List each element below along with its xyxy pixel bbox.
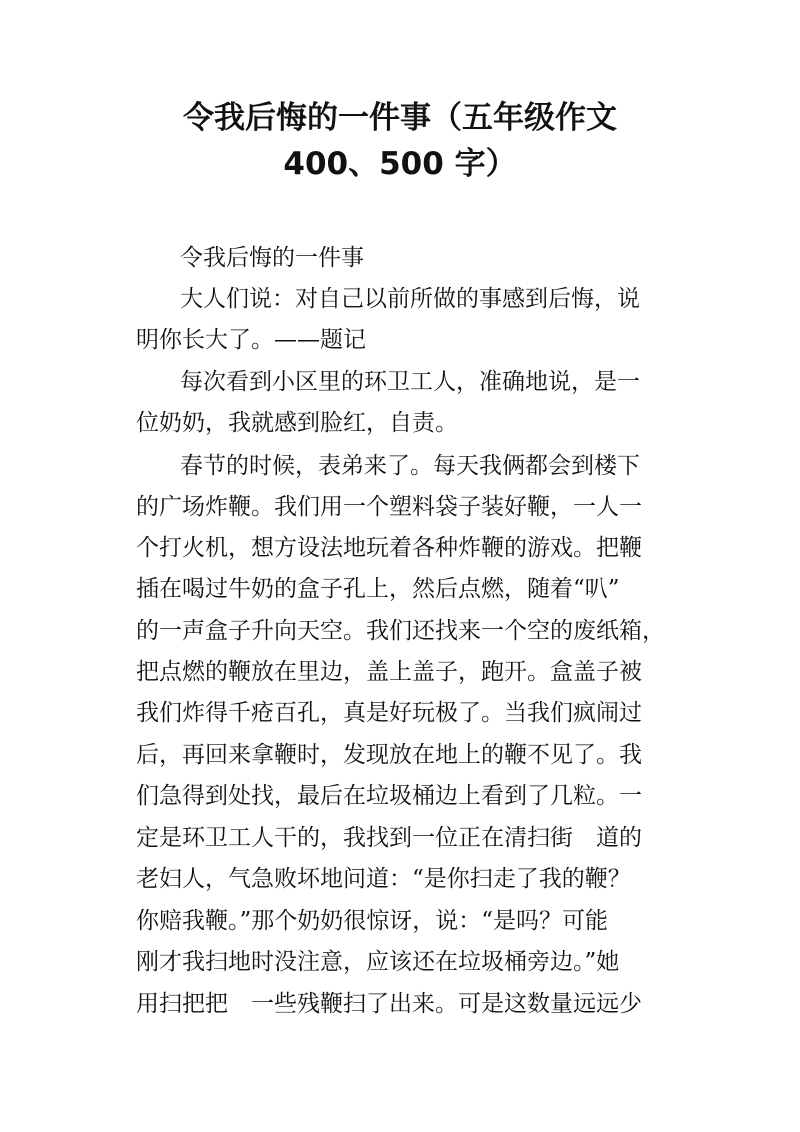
paragraph-line: 把点燃的鞭放在里边，盖上盖子，跑开。盒盖子被 xyxy=(136,659,642,685)
paragraph-line: 个打火机，想方设法地玩着各种炸鞭的游戏。把鞭 xyxy=(136,535,642,561)
paragraph-line: 刚才我扫地时没注意，应该还在垃圾桶旁边。”她 xyxy=(136,949,620,975)
paragraph-line: 的广场炸鞭。我们用一个塑料袋子装好鞭，一人一 xyxy=(136,494,642,520)
paragraph-line: 我们炸得千疮百孔，真是好玩极了。当我们疯闹过 xyxy=(136,700,642,726)
paragraph-line: 插在喝过牛奶的盒子孔上，然后点燃，随着“叭” xyxy=(136,576,620,602)
paragraph-line: 定是环卫工人干的，我找到一位正在清扫街 道的 xyxy=(136,825,642,851)
document-title-line-1: 令我后悔的一件事（五年级作文 xyxy=(183,100,617,136)
paragraph-line: 用扫把把 一些残鞭扫了出来。可是这数量远远少 xyxy=(136,991,642,1017)
paragraph-line: 的一声盒子升向天空。我们还找来一个空的废纸箱， xyxy=(136,618,665,644)
paragraph-line: 每次看到小区里的环卫工人，准确地说，是一 xyxy=(180,369,640,395)
paragraph-line: 后，再回来拿鞭时，发现放在地上的鞭不见了。我 xyxy=(136,742,642,768)
paragraph-line: 大人们说：对自己以前所做的事感到后悔，说 xyxy=(180,286,640,312)
paragraph-line: 老妇人，气急败坏地问道：“是你扫走了我的鞭？ xyxy=(136,866,631,892)
paragraph-line: 们急得到处找，最后在垃圾桶边上看到了几粒。一 xyxy=(136,783,642,809)
document-title-line-2: 400、500 字） xyxy=(283,146,517,182)
paragraph-line: 春节的时候，表弟来了。每天我俩都会到楼下 xyxy=(180,453,640,479)
paragraph-line: 明你长大了。——题记 xyxy=(136,327,366,353)
paragraph-line: 你赔我鞭。”那个奶奶很惊讶，说：“是吗？可能 xyxy=(136,908,609,934)
paragraph-heading: 令我后悔的一件事 xyxy=(180,245,364,271)
paragraph-line: 位奶奶，我就感到脸红，自责。 xyxy=(136,410,458,436)
